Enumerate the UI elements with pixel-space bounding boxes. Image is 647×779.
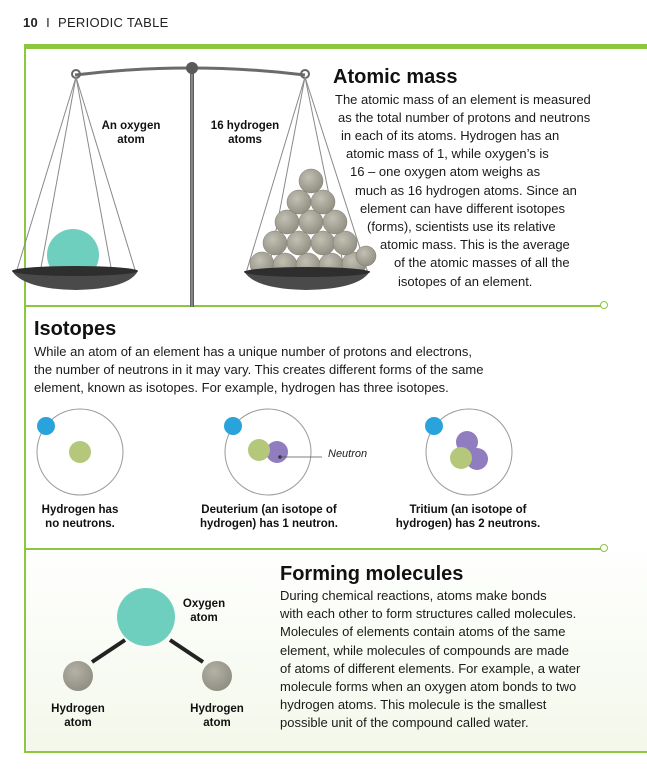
forming-molecules-heading: Forming molecules — [280, 563, 464, 585]
tritium-atom-diagram — [425, 409, 512, 495]
page-number: 10 — [23, 15, 39, 30]
scale-pivot — [186, 62, 198, 74]
atomic-mass-paragraph: The atomic mass of an element is measured as the total number of protons and neutrons in each of its atoms. Hydrogen has an atomic mass of 1, while oxygen’s is 16 – one oxygen atom weighs as much as 16 hydrogen atoms. Since an element can have different isotopes (forms), scientists use its relative atomic mass. This is the average of the atomic masses of all the isotopes of an element. — [335, 92, 591, 289]
hydrogen-caption: Hydrogen has no neutrons. — [41, 504, 119, 530]
page-header — [23, 15, 169, 30]
right-bond — [170, 640, 203, 662]
isotope-diagrams — [0, 405, 647, 500]
proton — [248, 439, 270, 461]
oxygen-atom-label: Oxygen atom — [182, 598, 226, 624]
molecules-paragraph: During chemical reactions, atoms make bonds with each other to form structures called molecules. Molecules of elements contain atoms of the same element, while molecules of compounds are made of atoms of different elements. For example, a water molecule forms when an oxygen atom bonds to two hydrogen atoms. This molecule is the smallest possible unit of the compound called water. — [280, 588, 581, 731]
atomic-mass-heading: Atomic mass — [333, 66, 458, 88]
isotopes-heading: Isotopes — [34, 318, 117, 340]
deuterium-caption: Deuterium (an isotope of hydrogen) has 1 neutron. — [199, 504, 338, 530]
water-molecule-diagram — [0, 580, 280, 700]
oxygen-atom — [117, 588, 175, 646]
hydrogen-atom-left — [63, 661, 93, 691]
electron — [425, 417, 443, 435]
proton — [69, 441, 91, 463]
header-separator: I — [46, 15, 50, 30]
divider-2-end-dot — [600, 544, 608, 552]
neutron-label: Neutron — [328, 448, 368, 460]
top-divider — [24, 44, 647, 49]
electron — [224, 417, 242, 435]
section-divider-2 — [24, 548, 602, 550]
hydrogen-atom-right — [202, 661, 232, 691]
electron — [37, 417, 55, 435]
left-pan-label: An oxygen atom — [101, 120, 161, 146]
isotopes-paragraph: While an atom of an element has a unique number of protons and electrons, the number of neutrons in it may vary. This creates different forms of the same element, known as isotopes. For example, hydrogen has three isotopes. — [34, 344, 484, 396]
tritium-caption: Tritium (an isotope of hydrogen) has 2 neutrons. — [395, 504, 541, 530]
hydrogen-atom-diagram — [37, 409, 123, 495]
bottom-border — [24, 751, 647, 753]
right-pan-label: 16 hydrogen atoms — [210, 120, 280, 146]
proton — [450, 447, 472, 469]
section-title: PERIODIC TABLE — [57, 15, 169, 30]
hydrogen-left-label: Hydrogen atom — [51, 703, 105, 729]
deuterium-atom-diagram — [224, 409, 322, 495]
hydrogen-right-label: Hydrogen atom — [190, 703, 244, 729]
divider-1-end-dot — [600, 301, 608, 309]
left-bond — [92, 640, 125, 662]
